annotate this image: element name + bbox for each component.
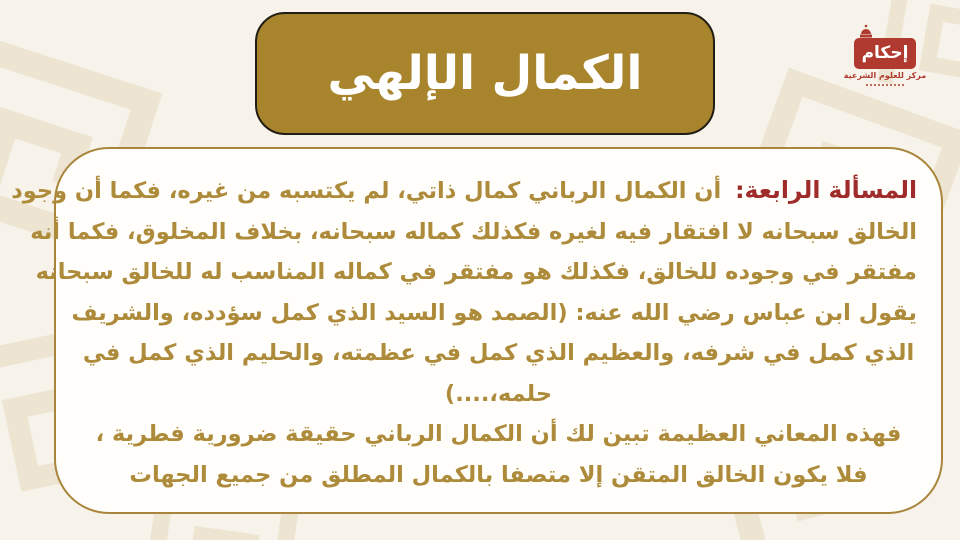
text-line-4: يقول ابن عباس رضي الله عنه: (الصمد هو السيد الذي كمل سؤدده، والشريف bbox=[71, 299, 917, 326]
mosque-dome-icon bbox=[858, 24, 874, 38]
content-card bbox=[11, 147, 943, 514]
text-line bbox=[11, 170, 917, 212]
text-line-6: حلمه،....) bbox=[444, 380, 553, 407]
lesson-text bbox=[11, 170, 917, 495]
logo-subtitle: مركز للعلوم الشرعية bbox=[843, 71, 927, 80]
page-title: الكمال الإلهي bbox=[327, 46, 643, 101]
logo-wordmark: إحكام bbox=[861, 43, 909, 63]
title-banner bbox=[255, 12, 715, 135]
issue-heading: المسألة الرابعة: bbox=[735, 176, 917, 204]
text-line-1: أن الكمال الرباني كمال ذاتي، لم يكتسبه من غيره، فكما أن وجود bbox=[11, 178, 722, 204]
logo-wordmark-box bbox=[854, 38, 916, 69]
text-line-2: الخالق سبحانه لا افتقار فيه لغيره فكذلك كماله سبحانه، بخلاف المخلوق، فكما أنه bbox=[30, 218, 917, 245]
text-line-8: فلا يكون الخالق المتقن إلا متصفا بالكمال المطلق من جميع الجهات bbox=[129, 461, 868, 488]
text-line-5: الذي كمل في شرفه، والعظيم الذي كمل في عظمته، والحليم الذي كمل في bbox=[82, 340, 915, 366]
logo-fine-print-decoration bbox=[866, 84, 904, 86]
text-line-3: مفتقر في وجوده للخالق، فكذلك هو مفتقر في كماله المناسب له للخالق سبحانه bbox=[35, 259, 917, 285]
text-line-7: فهذه المعاني العظيمة تبين لك أن الكمال الرباني حقيقة ضرورية فطرية ، bbox=[95, 421, 902, 447]
ihkam-logo bbox=[842, 22, 952, 100]
